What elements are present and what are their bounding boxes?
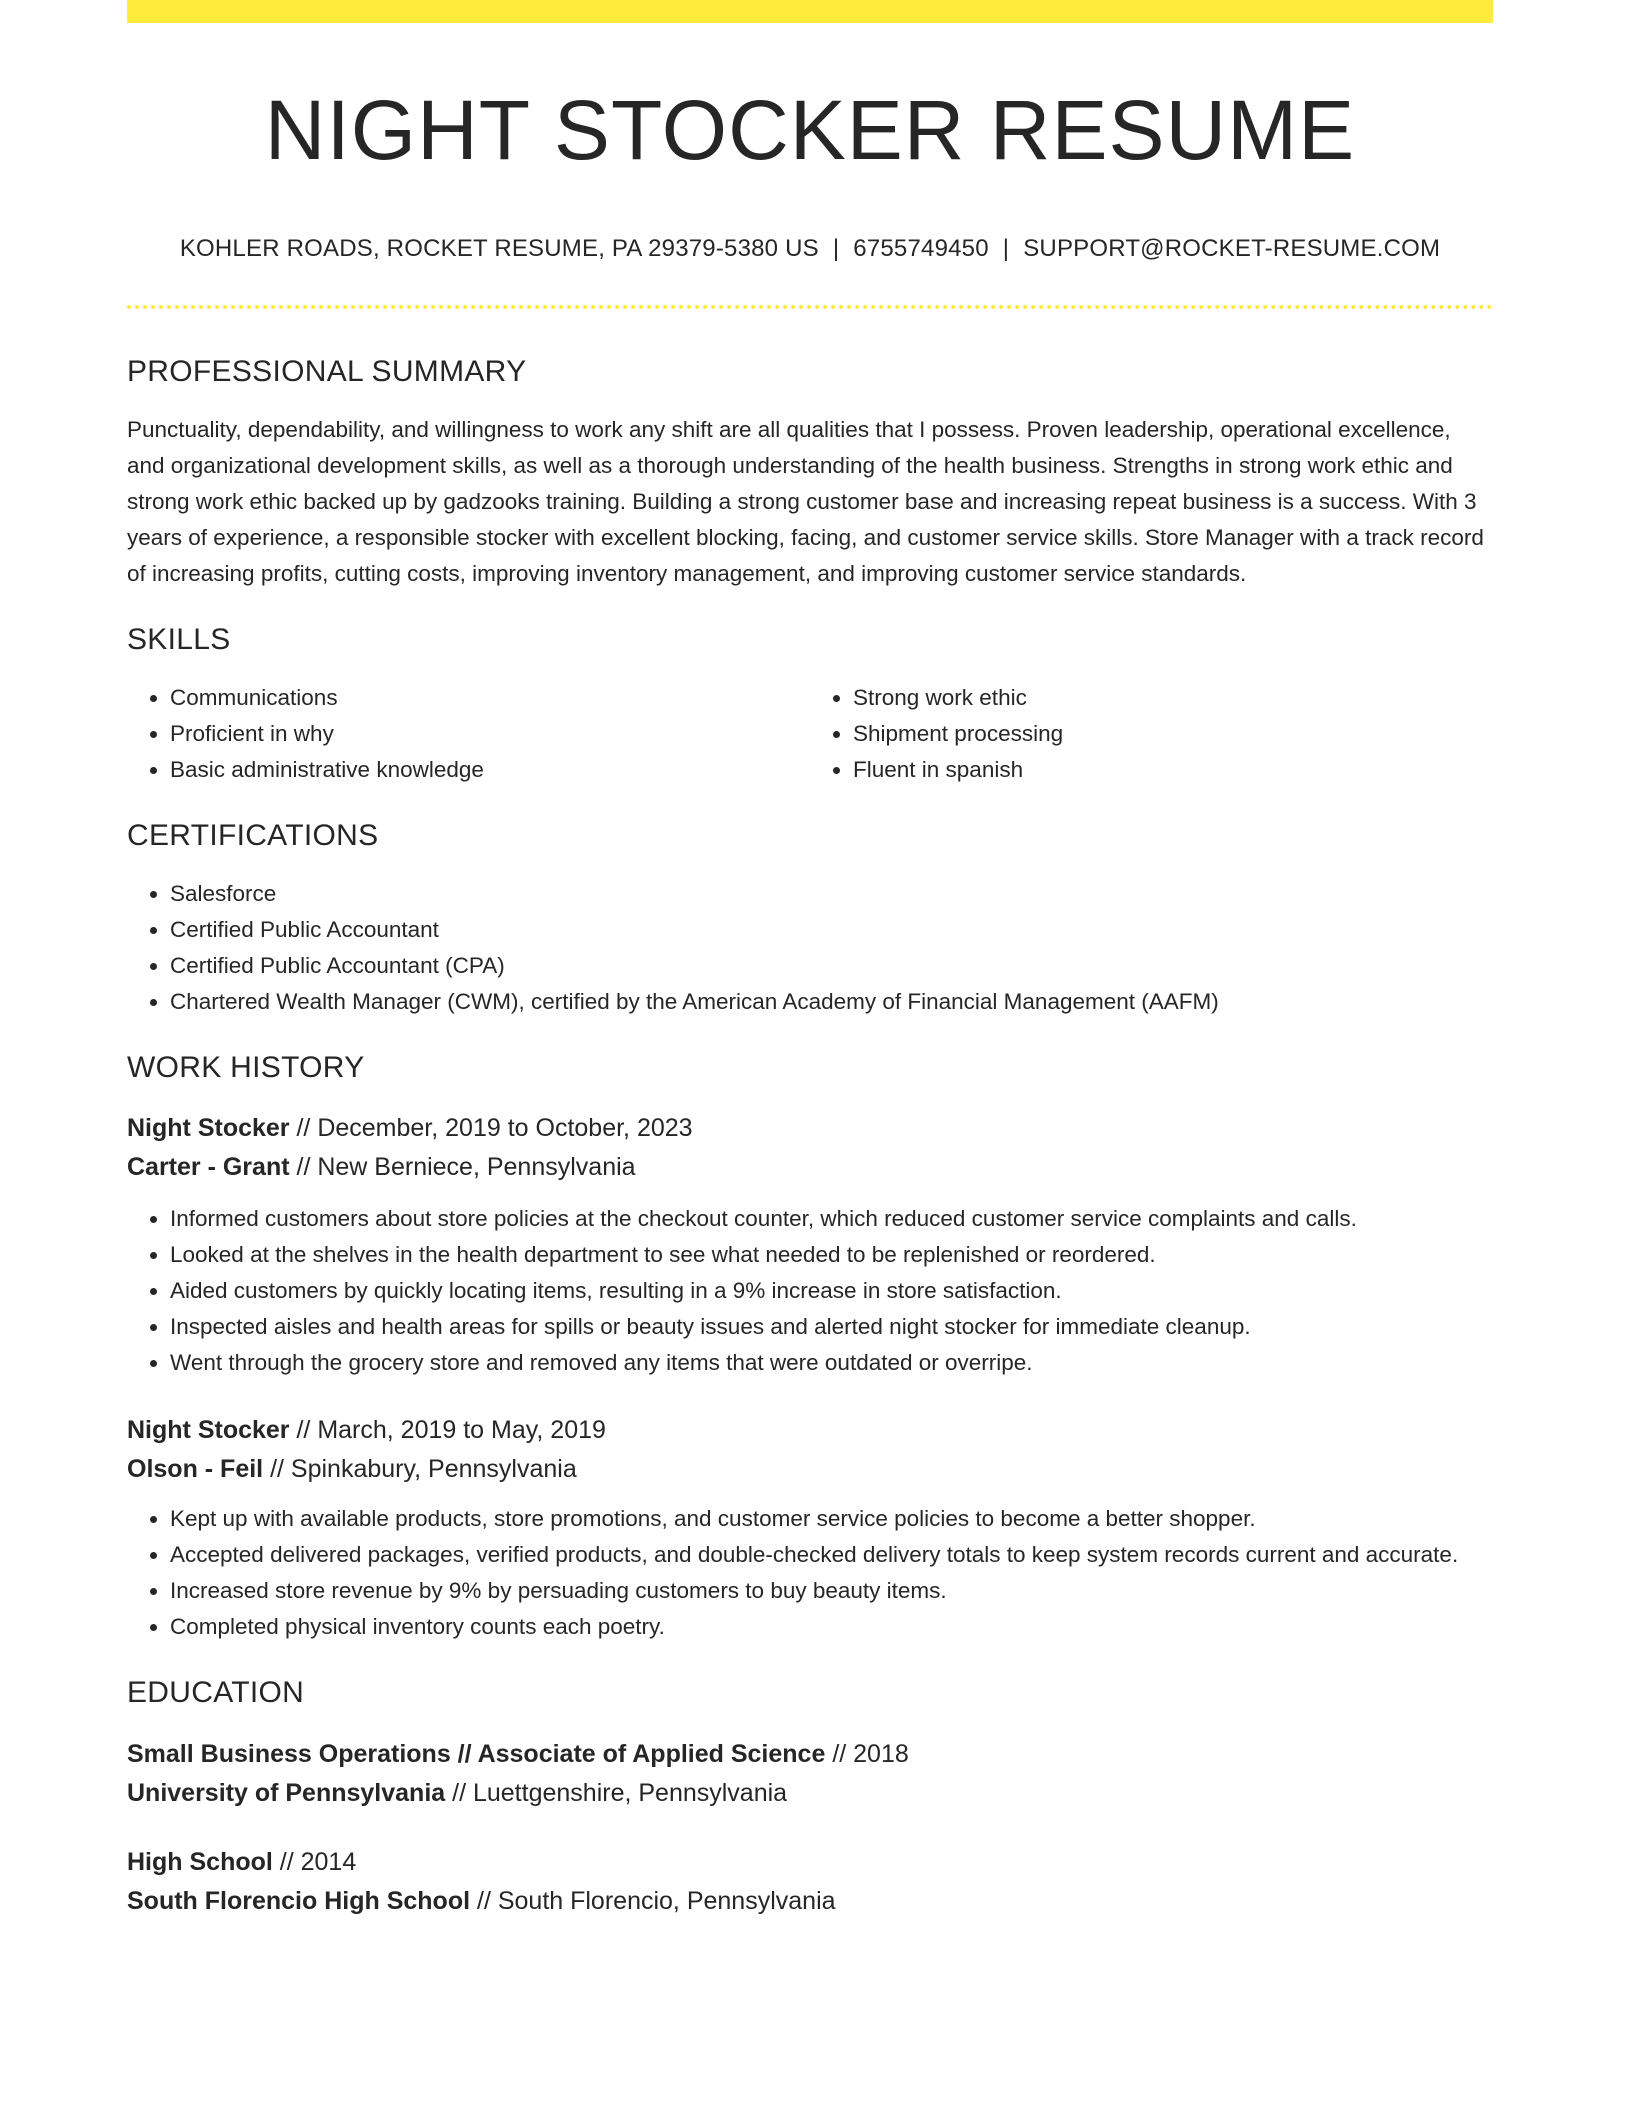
resume-content <box>127 0 1493 1921</box>
certifications-list <box>127 876 1493 1020</box>
skills-list-right <box>810 680 1493 788</box>
job-role: Night Stocker <box>127 1416 290 1444</box>
skill-item: • Strong work ethic <box>853 680 1493 716</box>
job-bullet: • Completed physical inventory counts each poetry. <box>170 1609 1493 1645</box>
education-entry <box>127 1735 1493 1813</box>
job-role: Night Stocker <box>127 1114 290 1142</box>
contact-address: KOHLER ROADS, ROCKET RESUME, PA 29379-5380 US <box>179 235 819 262</box>
job-bullet: • Informed customers about store policies at the checkout counter, which reduced customer service complaints and calls. <box>170 1201 1493 1237</box>
work-history-heading: WORK HISTORY <box>127 1051 365 1084</box>
job-company: Carter - Grant <box>127 1153 290 1181</box>
job-bullets <box>127 1501 1493 1645</box>
skills-list-left <box>127 680 810 788</box>
skill-item: • Communications <box>170 680 810 716</box>
education-entry <box>127 1843 1493 1921</box>
job-bullet: • Increased store revenue by 9% by persuading customers to buy beauty items. <box>170 1573 1493 1609</box>
contact-separator: | <box>1002 235 1010 262</box>
contact-phone: 6755749450 <box>853 235 989 262</box>
resume-title: NIGHT STOCKER RESUME <box>264 83 1356 177</box>
skill-item: • Shipment processing <box>853 716 1493 752</box>
education-location: // South Florencio, Pennsylvania <box>470 1887 836 1915</box>
skills-columns <box>127 680 1493 788</box>
job-dates: // March, 2019 to May, 2019 <box>289 1416 606 1444</box>
contact-line <box>127 232 1493 266</box>
job-bullet: • Aided customers by quickly locating items, resulting in a 9% increase in store satisfaction. <box>170 1273 1493 1309</box>
job-bullet: • Inspected aisles and health areas for spills or beauty issues and alerted night stocker for immediate cleanup. <box>170 1309 1493 1345</box>
job-company-line <box>127 1148 1493 1187</box>
skill-item: • Basic administrative knowledge <box>170 752 810 788</box>
job-company: Olson - Feil <box>127 1455 264 1483</box>
job-role-line <box>127 1109 1493 1148</box>
job-bullet: • Kept up with available products, store promotions, and customer service policies to become a better shopper. <box>170 1501 1493 1537</box>
skill-item: • Fluent in spanish <box>853 752 1493 788</box>
summary-heading: PROFESSIONAL SUMMARY <box>127 355 527 388</box>
job-entry <box>127 1411 1493 1645</box>
education-year: // 2018 <box>825 1740 909 1768</box>
certification-item: • Certified Public Accountant (CPA) <box>170 948 1493 984</box>
job-role-line <box>127 1411 1493 1450</box>
education-school-line <box>127 1774 1493 1813</box>
education-location: // Luettgenshire, Pennsylvania <box>445 1779 788 1807</box>
job-entry <box>127 1109 1493 1381</box>
education-degree: Small Business Operations // Associate of Applied Science <box>127 1740 826 1768</box>
job-bullet: • Went through the grocery store and removed any items that were outdated or overripe. <box>170 1345 1493 1381</box>
certification-item: • Chartered Wealth Manager (CWM), certified by the American Academy of Financial Management (AAFM) <box>170 984 1493 1020</box>
certification-item: • Certified Public Accountant <box>170 912 1493 948</box>
education-degree-line <box>127 1843 1493 1882</box>
education-year: // 2014 <box>272 1848 357 1876</box>
contact-email: SUPPORT@ROCKET-RESUME.COM <box>1023 235 1441 262</box>
education-degree: High School <box>127 1848 273 1876</box>
education-degree-line <box>127 1735 1493 1774</box>
contact-separator: | <box>832 235 840 262</box>
education-school: South Florencio High School <box>127 1887 471 1915</box>
job-bullet: • Looked at the shelves in the health department to see what needed to be replenished or reordered. <box>170 1237 1493 1273</box>
job-location: // Spinkabury, Pennsylvania <box>263 1455 577 1483</box>
job-bullets <box>127 1201 1493 1381</box>
job-dates: // December, 2019 to October, 2023 <box>289 1114 693 1142</box>
summary-text: Punctuality, dependability, and willingness to work any shift are all qualities that I possess. Proven leadership, operational excellence, and organizational development skills, as well as a thorough understanding of the health business. Strengths in strong work ethic and strong work ethic backed up by gadzooks training. Building a strong customer base and increasing repeat business is a success. With 3 years of experience, a responsible stocker with excellent blocking, facing, and customer service skills. Store Manager with a track record of increasing profits, cutting costs, improving inventory management, and improving customer service standards. <box>127 417 1484 586</box>
certification-item: • Salesforce <box>170 876 1493 912</box>
education-school-line <box>127 1882 1493 1921</box>
education-heading: EDUCATION <box>127 1676 305 1709</box>
education-school: University of Pennsylvania <box>127 1779 446 1807</box>
skills-heading: SKILLS <box>127 623 231 656</box>
job-location: // New Berniece, Pennsylvania <box>289 1153 636 1181</box>
certifications-heading: CERTIFICATIONS <box>127 819 379 852</box>
job-company-line <box>127 1450 1493 1489</box>
skill-item: • Proficient in why <box>170 716 810 752</box>
dotted-divider <box>127 305 1493 309</box>
job-bullet: • Accepted delivered packages, verified products, and double-checked delivery totals to keep system records current and accurate. <box>170 1537 1493 1573</box>
